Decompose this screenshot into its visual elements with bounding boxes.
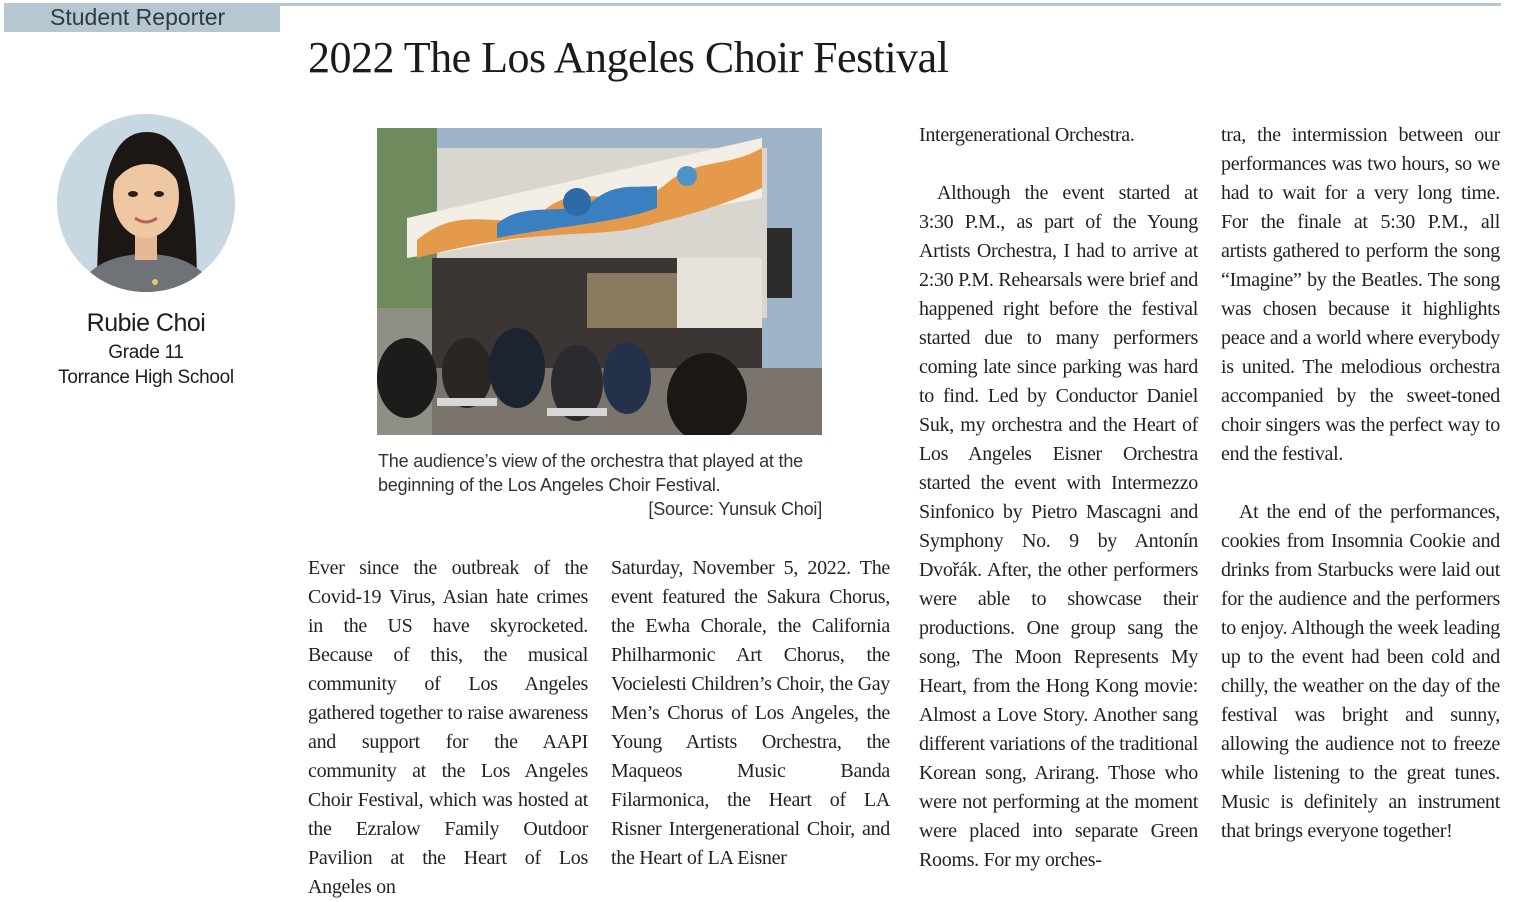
caption-text: The audience’s view of the orchestra that played at the beginning of the Los Angeles Choir Festival. — [378, 451, 803, 495]
article-paragraph: At the end of the performances, cookies from Insomnia Cookie and drinks from Starbucks were laid out for the audience and the performers to enjoy. Although the week leading up to the event had been cold and chilly, the weather on the day of the festival was bright and sunny, allowing the audience not to freeze while listening to the great tunes. Music is definitely an instrument that brings everyone together! — [1221, 501, 1500, 842]
reporter-name: Rubie Choi — [86, 309, 206, 337]
photo-source: [Source: Yunsuk Choi] — [648, 499, 822, 519]
section-label: Student Reporter — [4, 3, 280, 32]
reporter-portrait-illustration — [57, 114, 235, 292]
article-paragraph: Although the event started at 3:30 P.M., as part of the Young Artists Orchestra, I had to arrive at 2:30 P.M. Rehearsals were brief and happened right before the festival started due to many performers coming late since parking was hard to find. Led by Conductor Daniel Suk, my orchestra and the Heart of Los Angeles Eisner Orchestra started the event with Intermezzo Sinfonico by Pietro Mascagni and Symphony No. 9 by Antonín Dvořák. After, the other performers were able to showcase their productions. One group sang the song, The Moon Represents My Heart, from the Hong Kong movie: Almost a Love Story. Another sang different variations of the traditional Korean song, Arirang. Those who were not performing at the moment were placed into separate Green Rooms. For my orches- — [919, 182, 1198, 871]
article-column-1 — [308, 554, 588, 902]
reporter-grade: Grade 11 — [108, 342, 184, 363]
article-column-3 — [919, 121, 1198, 875]
article-column-2 — [611, 554, 890, 873]
festival-photo — [377, 128, 822, 435]
article-paragraph: Intergenerational Orchestra. — [919, 124, 1135, 146]
article-paragraph: Saturday, November 5, 2022. The event featured the Sakura Chorus, the Ewha Chorale, the California Philharmonic Art Chorus, the Vocielesti Children’s Choir, the Gay Men’s Chorus of Los Angeles, the Young Artists Orchestra, the Maqueos Music Banda Filarmonica, the Heart of LA Risner Intergenerational Choir, and the Heart of LA Eisner — [611, 557, 890, 869]
reporter-school: Torrance High School — [58, 367, 234, 388]
article-paragraph: tra, the intermission between our performances was two hours, so we had to wait for a very long time. For the finale at 5:30 P.M., all artists gathered to perform the song “Imagine” by the Beatles. The song was chosen because it highlights peace and a world where everybody is united. The melodious orchestra accompanied by the sweet-toned choir singers was the perfect way to end the festival. — [1221, 124, 1500, 465]
article-title: 2022 The Los Angeles Choir Festival — [308, 33, 949, 82]
photo-caption — [378, 449, 822, 521]
article-paragraph: Ever since the outbreak of the Covid-19 Virus, Asian hate crimes in the US have skyrocketed. Because of this, the musical community of Los Angeles gathered together to raise awareness and support for the AAPI community at the Los Angeles Choir Festival, which was hosted at the Ezralow Family Outdoor Pavilion at the Heart of Los Angeles on — [308, 557, 588, 898]
article-column-4 — [1221, 121, 1500, 846]
reporter-info — [30, 306, 262, 390]
reporter-avatar — [57, 114, 235, 292]
orchestra-stage-illustration — [377, 128, 822, 435]
